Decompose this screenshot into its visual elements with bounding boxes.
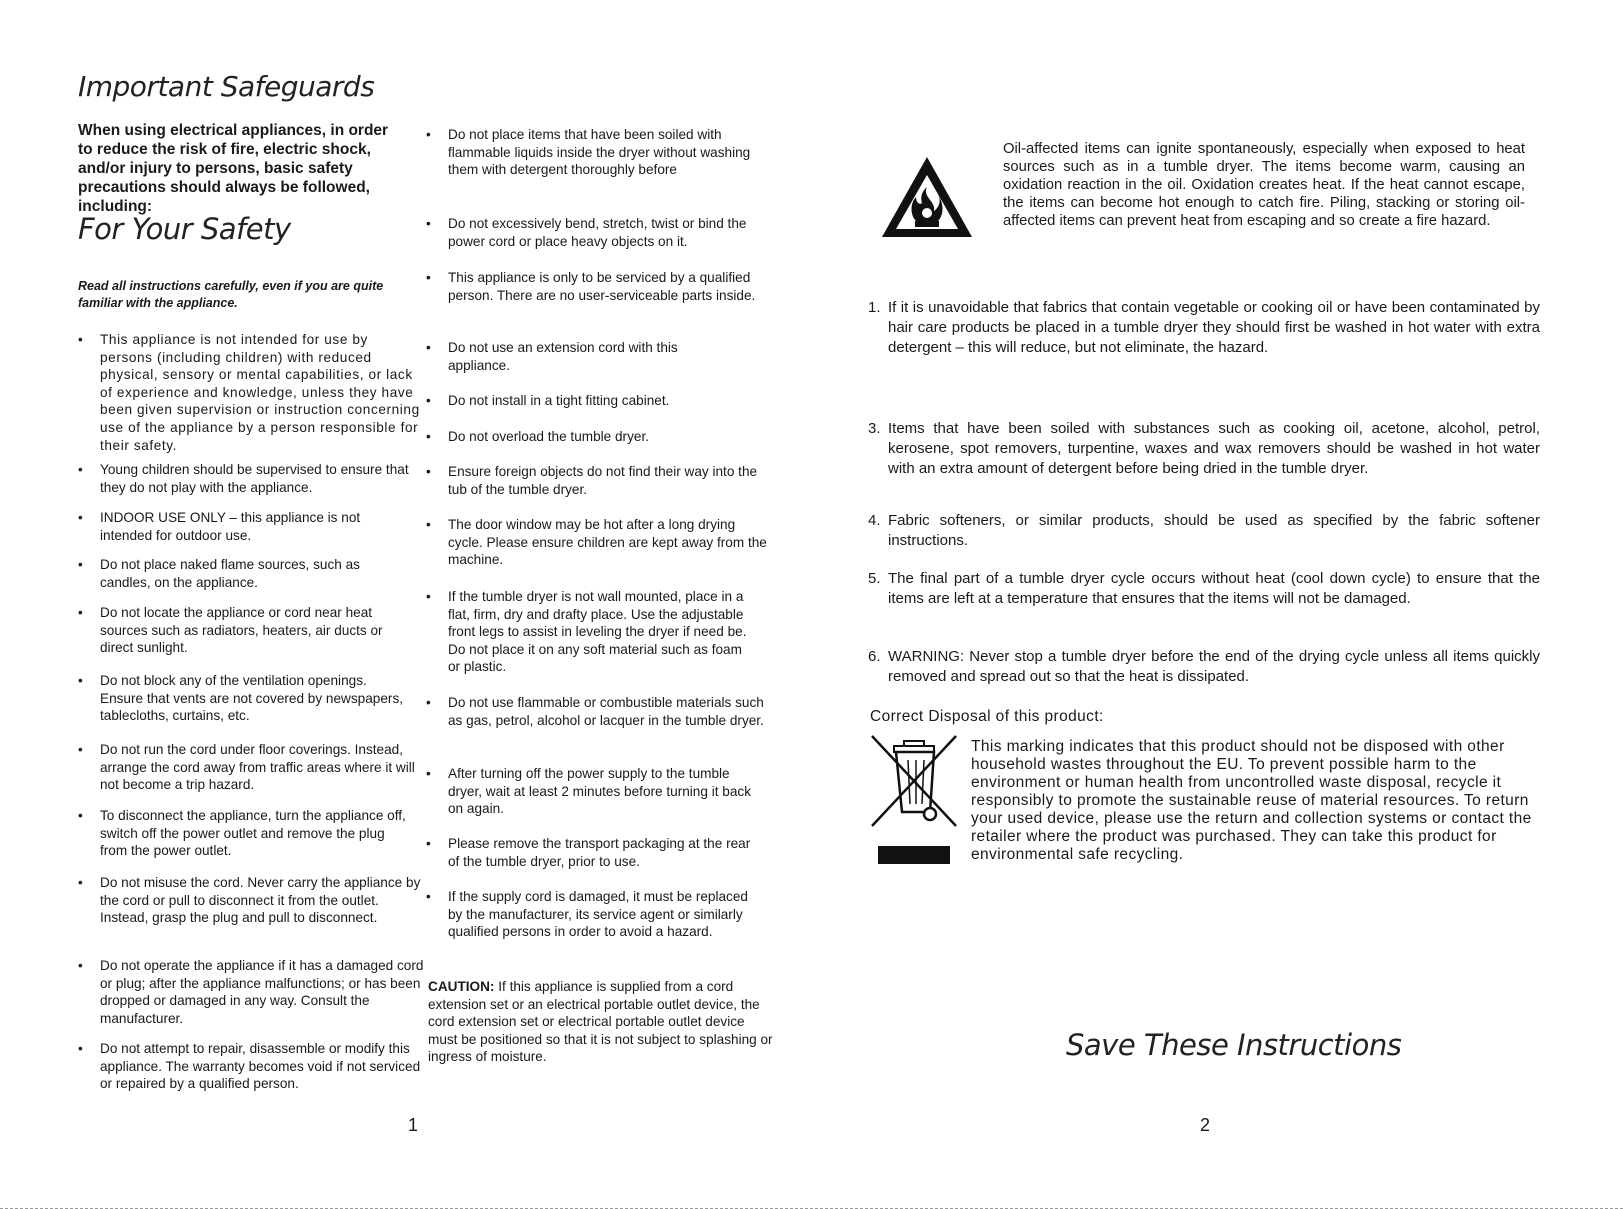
list-item: • Do not excessively bend, stretch, twist or bind the power cord or place heavy objects on it.: [426, 216, 747, 249]
list-item: • Do not operate the appliance if it has a damaged cord or plug; after the appliance malfunctions; or has been dropped or damaged in any way. Consult the manufacturer.: [78, 958, 424, 1026]
fire-warning-text: Oil-affected items can ignite spontaneously, especially when exposed to heat sources such as in a tumble dryer. The items become warm, causing an oxidation reaction in the oil. Oxidation creates heat. If the heat cannot escape, the items can become hot enough to catch fire. Piling, stacking or storing oil-affected items can prevent heat from escaping and so create a fire hazard.: [1003, 141, 1525, 229]
crossed-out-wheelie-bin-icon: [868, 734, 960, 866]
list-item: • Do not place items that have been soiled with flammable liquids inside the dryer without washing them with detergent thoroughly before: [426, 127, 751, 178]
caution-text: If this appliance is supplied from a cord extension set or an electrical portable outlet device, the cord extension set or electrical portable outlet device must be positioned so that it is not subject to splashing or ingress of moisture.: [428, 979, 773, 1065]
list-item: • This appliance is only to be serviced by a qualified person. There are no user-serviceable parts inside.: [426, 270, 756, 303]
disposal-text: This marking indicates that this product should not be disposed with other household wastes throughout the EU. To prevent possible harm to the environment or human health from uncontrolled waste disposal, recycle it responsibly to promote the sustainable reuse of material resources. To return your used device, please use the return and collection systems or contact the retailer where the product was purchased. They can take this product for environmental safe recycling.: [971, 738, 1532, 863]
read-note: Read all instructions carefully, even if you are quite familiar with the appliance.: [78, 279, 384, 310]
list-item: • If the supply cord is damaged, it must be replaced by the manufacturer, its service agent or similarly qualified persons in order to avoid a hazard.: [426, 889, 748, 940]
section-title: For Your Safety: [78, 212, 291, 246]
list-item: • Do not misuse the cord. Never carry the appliance by the cord or pull to disconnect it from the outlet. Instead, grasp the plug and pull to disconnect.: [78, 875, 421, 926]
intro-text: When using electrical appliances, in order to reduce the risk of fire, electric shock, and/or injury to persons, basic safety precautions should always be followed, including:: [78, 122, 389, 215]
caution-note: [428, 978, 773, 1066]
list-item: • Young children should be supervised to ensure that they do not play with the appliance.: [78, 462, 409, 495]
list-item: • Do not use flammable or combustible materials such as gas, petrol, alcohol or lacquer in the tumble dryer.: [426, 695, 764, 728]
list-item: • After turning off the power supply to the tumble dryer, wait at least 2 minutes before turning it back on again.: [426, 766, 751, 817]
page-title: Important Safeguards: [78, 70, 375, 103]
list-item: 1. If it is unavoidable that fabrics that contain vegetable or cooking oil or have been contaminated by hair care products be placed in a tumble dryer they should first be washed in hot water with extra detergent – this will reduce, but not eliminate, the hazard.: [868, 299, 1540, 356]
save-instructions-title: Save These Instructions: [1066, 1028, 1402, 1062]
list-item: • If the tumble dryer is not wall mounted, place in a flat, firm, dry and drafty place. Use the adjustable front legs to assist in leveling the dryer if need be. Do not place it on any soft material such as foam or plastic.: [426, 589, 747, 675]
page-number-1: 1: [408, 1115, 419, 1135]
list-item: • Please remove the transport packaging at the rear of the tumble dryer, prior to use.: [426, 836, 751, 869]
caution-label: CAUTION:: [428, 979, 495, 994]
disposal-title: Correct Disposal of this product:: [870, 708, 1104, 725]
list-item: • Do not attempt to repair, disassemble or modify this appliance. The warranty becomes void if not serviced or repaired by a qualified person.: [78, 1041, 421, 1092]
fire-hazard-triangle-icon: [878, 153, 976, 241]
list-item: 6. WARNING: Never stop a tumble dryer before the end of the drying cycle unless all items quickly removed and spread out so that the heat is dissipated.: [868, 648, 1540, 685]
list-item: • INDOOR USE ONLY – this appliance is not intended for outdoor use.: [78, 510, 361, 543]
list-item: 5. The final part of a tumble dryer cycle occurs without heat (cool down cycle) to ensure that the items are left at a temperature that ensures that the items will not be damaged.: [868, 570, 1540, 607]
list-item: • The door window may be hot after a long drying cycle. Please ensure children are kept away from the machine.: [426, 517, 767, 568]
list-item: • Do not locate the appliance or cord near heat sources such as radiators, heaters, air ducts or direct sunlight.: [78, 605, 383, 656]
list-item: • Do not install in a tight fitting cabinet.: [426, 393, 670, 408]
list-item: • This appliance is not intended for use by persons (including children) with reduced physical, sensory or mental capabilities, or lack of experience and knowledge, unless they have been given supervision or instruction concerning use of the appliance by a person responsible for their safety.: [78, 332, 420, 453]
list-item: • To disconnect the appliance, turn the appliance off, switch off the power outlet and remove the plug from the power outlet.: [78, 808, 406, 859]
list-item: • Ensure foreign objects do not find their way into the tub of the tumble dryer.: [426, 464, 758, 497]
list-item: • Do not place naked flame sources, such as candles, on the appliance.: [78, 557, 360, 590]
list-item: • Do not run the cord under floor coverings. Instead, arrange the cord away from traffic areas where it will not become a trip hazard.: [78, 742, 415, 793]
list-item: • Do not use an extension cord with this appliance.: [426, 340, 678, 373]
list-item: 3. Items that have been soiled with substances such as cooking oil, acetone, alcohol, petrol, kerosene, spot removers, turpentine, waxes and wax removers should be washed in hot water with an extra amount of detergent before being dried in the tumble dryer.: [868, 420, 1540, 477]
list-item: • Do not block any of the ventilation openings. Ensure that vents are not covered by newspapers, tablecloths, curtains, etc.: [78, 673, 404, 724]
list-item: • Do not overload the tumble dryer.: [426, 429, 649, 444]
page-number-2: 2: [1200, 1115, 1211, 1135]
list-item: 4. Fabric softeners, or similar products, should be used as specified by the fabric softener instructions.: [868, 512, 1540, 549]
